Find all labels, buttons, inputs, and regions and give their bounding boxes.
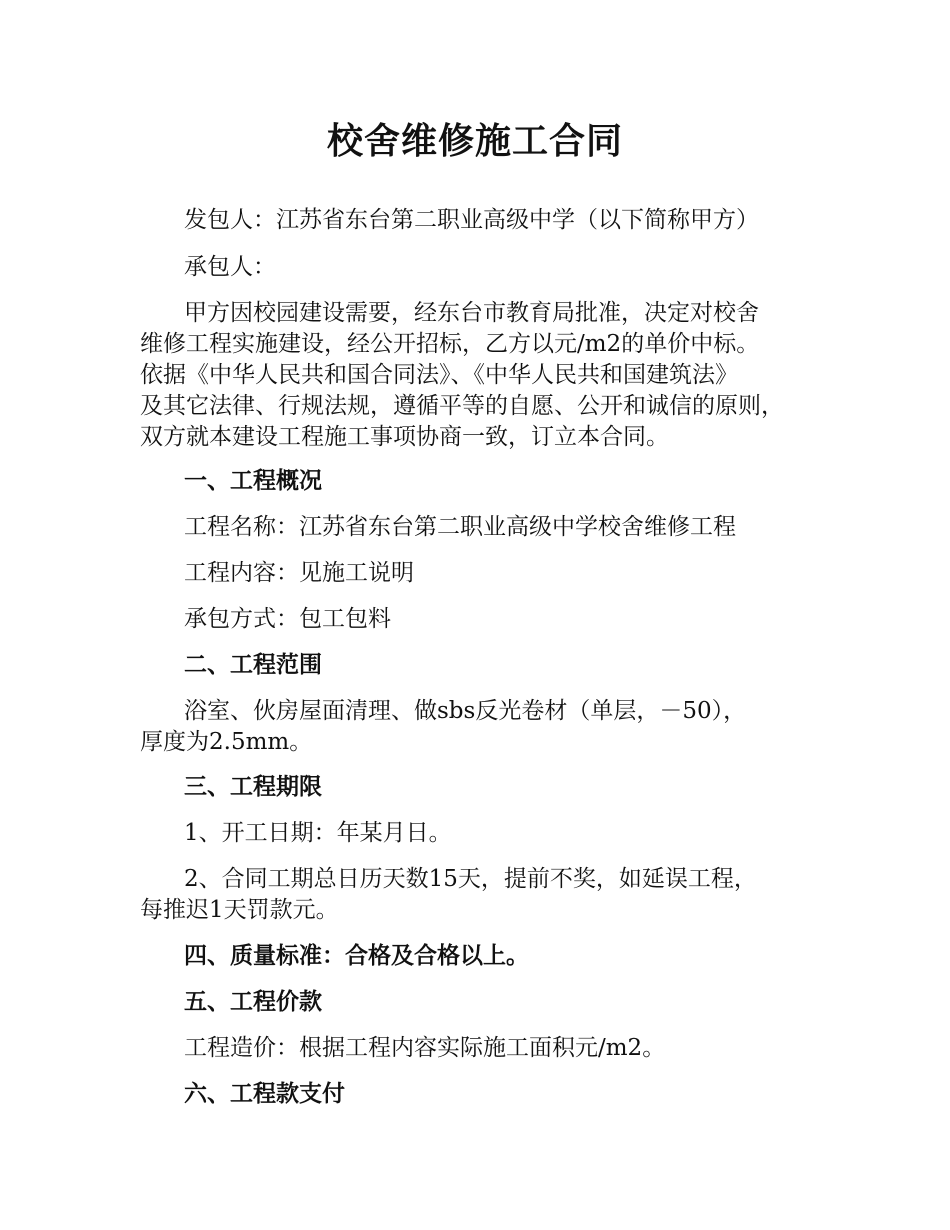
section-4-heading: 四、质量标准：合格及合格以上。 — [184, 943, 529, 969]
intro-line-3: 依据《中华人民共和国合同法》、《中华人民共和国建筑法》 — [140, 362, 738, 388]
project-name-line: 工程名称：江苏省东台第二职业高级中学校舍维修工程 — [184, 514, 736, 540]
price-line: 工程造价：根据工程内容实际施工面积元/m2。 — [184, 1035, 666, 1061]
intro-line-1: 甲方因校园建设需要，经东台市教育局批准，决定对校舍 — [184, 300, 759, 326]
employer-line: 发包人：江苏省东台第二职业高级中学（以下简称甲方） — [184, 207, 759, 233]
project-content-line: 工程内容：见施工说明 — [184, 560, 414, 586]
contractor-line: 承包人： — [184, 254, 276, 280]
duration-line-1: 2、合同工期总日历天数15天，提前不奖，如延误工程， — [184, 866, 757, 892]
contract-method-line: 承包方式：包工包料 — [184, 606, 391, 632]
intro-line-2: 维修工程实施建设，经公开招标，乙方以元/m2的单价中标。 — [140, 331, 760, 357]
scope-line-2: 厚度为2.5mm。 — [140, 729, 313, 755]
duration-line-2: 每推迟1天罚款元。 — [140, 897, 339, 923]
section-6-heading: 六、工程款支付 — [184, 1081, 345, 1107]
document-title: 校舍维修施工合同 — [326, 121, 623, 162]
section-3-heading: 三、工程期限 — [184, 774, 322, 800]
intro-line-4: 及其它法律、行规法规，遵循平等的自愿、公开和诚信的原则， — [140, 393, 784, 419]
section-2-heading: 二、工程范围 — [184, 652, 322, 678]
start-date-line: 1、开工日期：年某月日。 — [184, 820, 452, 846]
section-5-heading: 五、工程价款 — [184, 989, 322, 1015]
intro-line-5: 双方就本建设工程施工事项协商一致，订立本合同。 — [140, 424, 669, 450]
scope-line-1: 浴室、伙房屋面清理、做sbs反光卷材（单层，－50）， — [184, 698, 747, 724]
section-1-heading: 一、工程概况 — [184, 468, 322, 494]
